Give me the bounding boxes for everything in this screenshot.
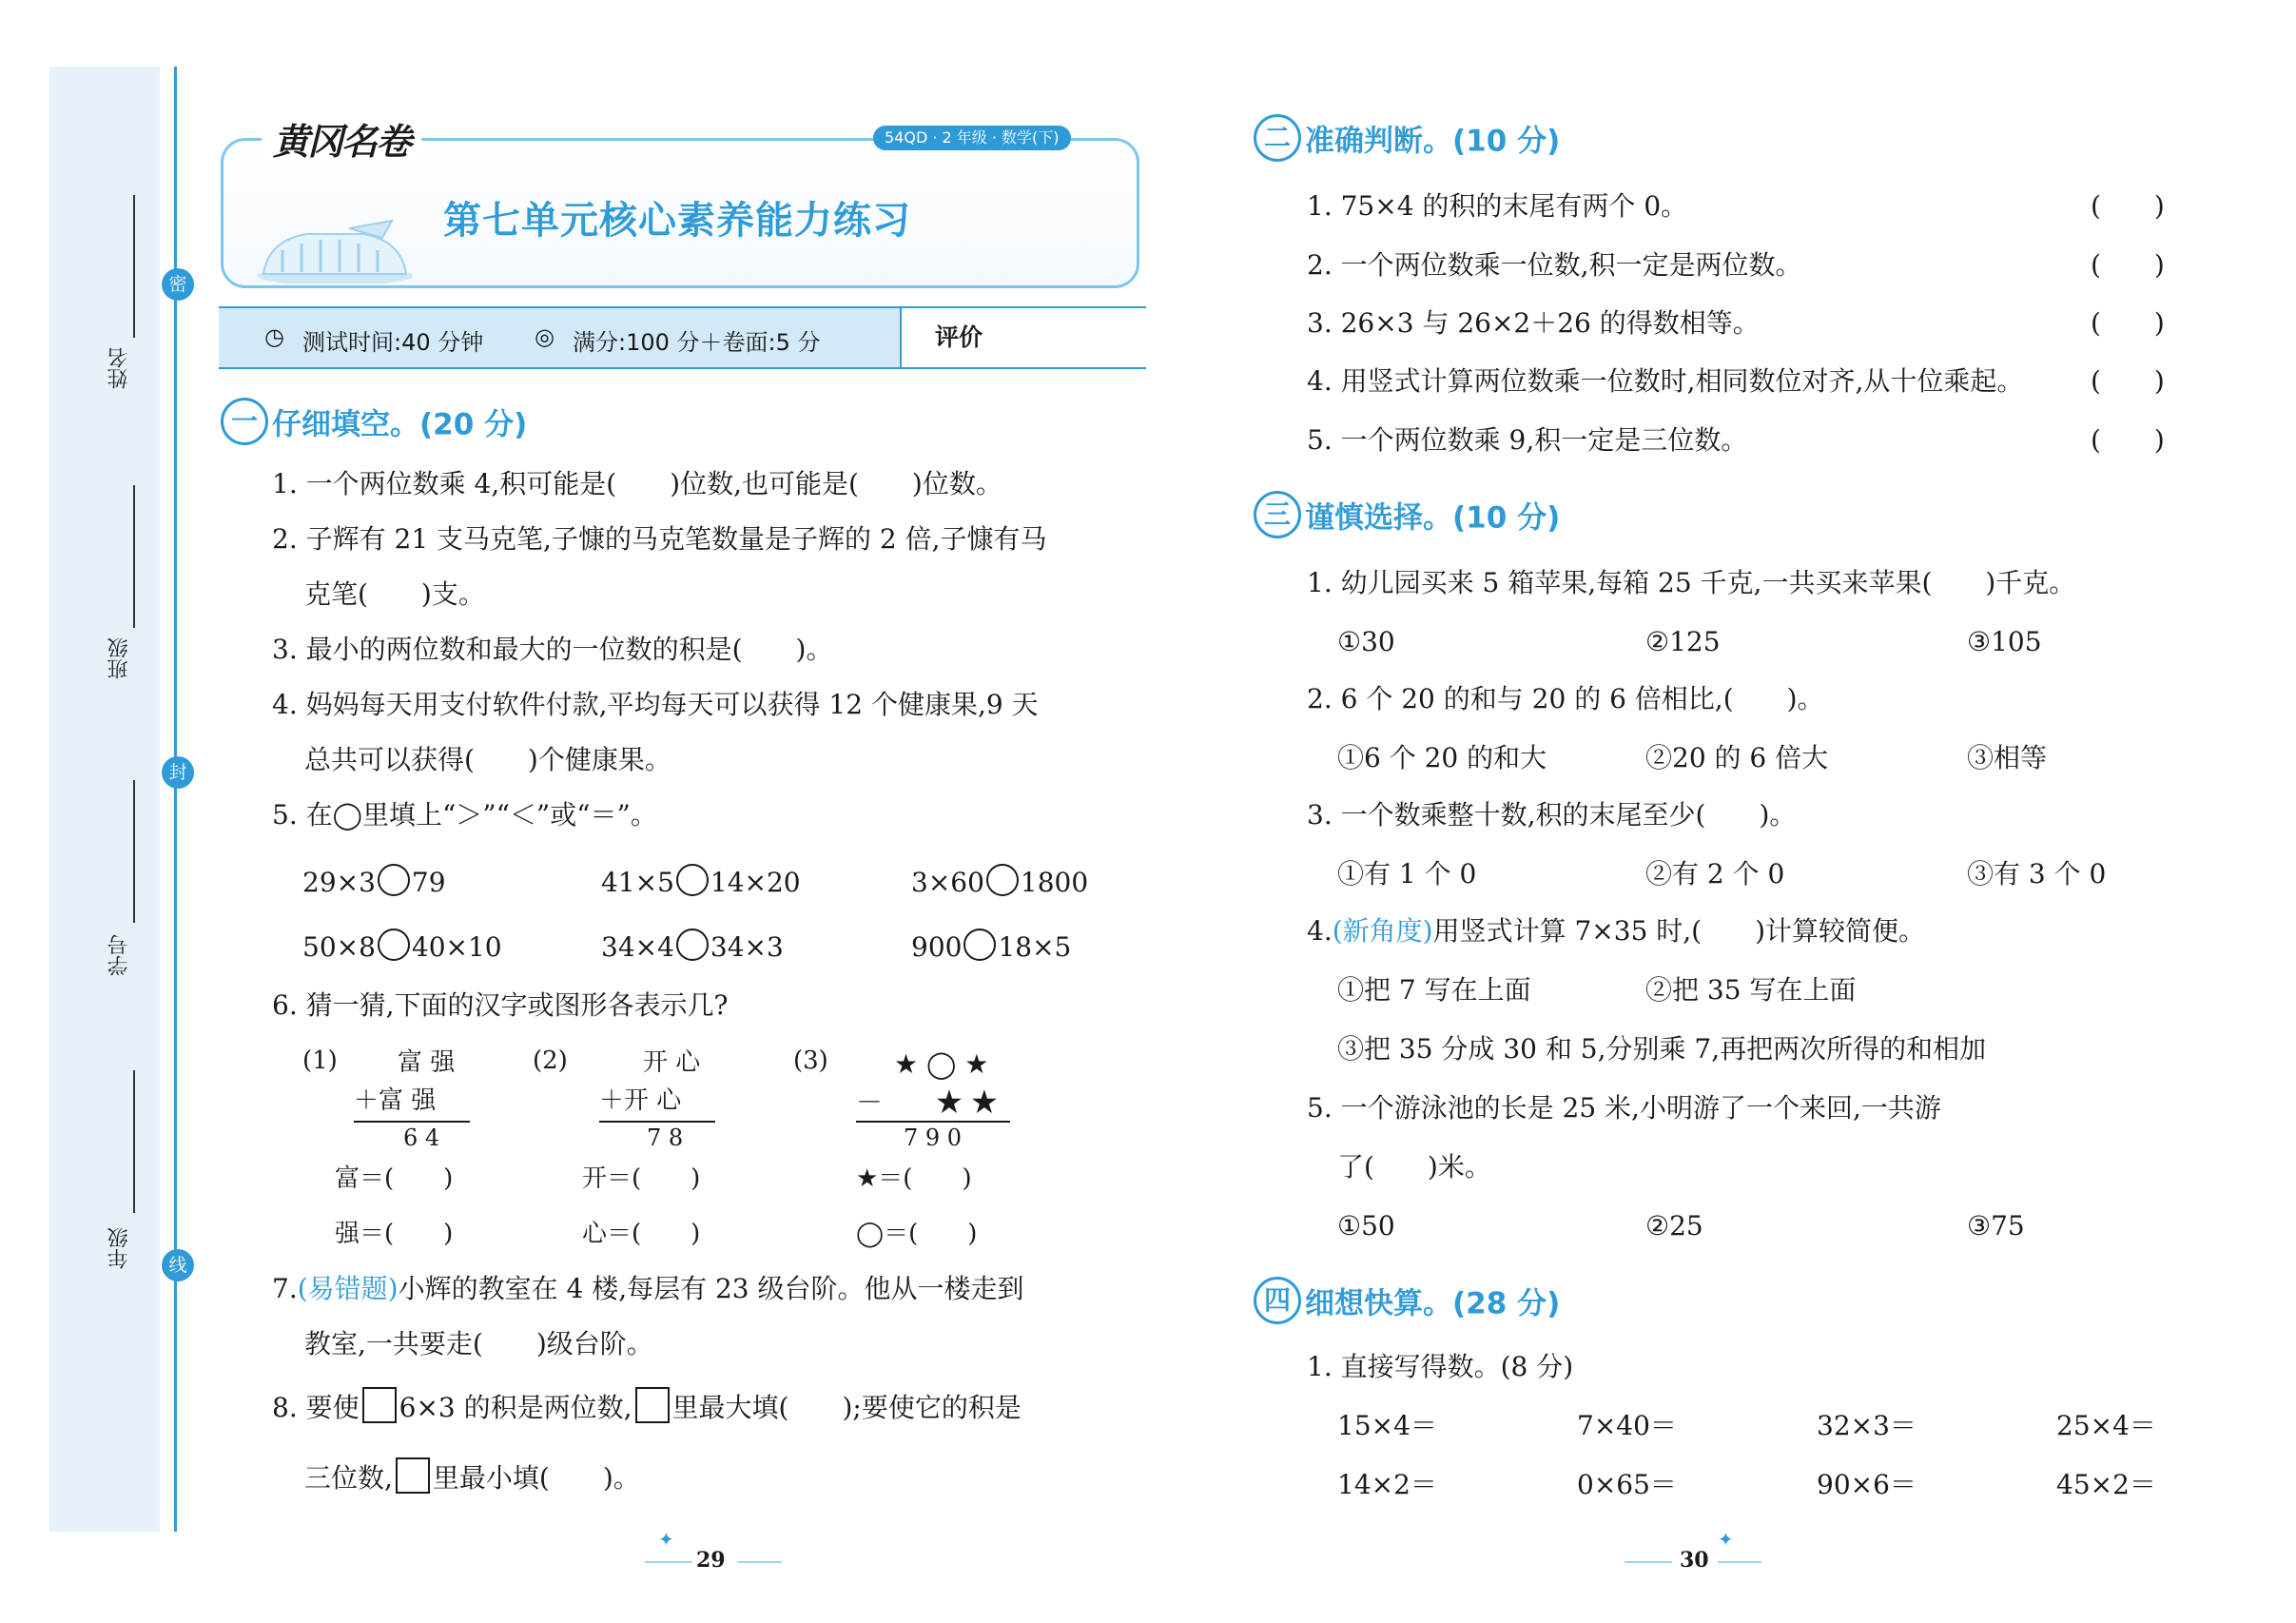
section-4-heading [1254,1277,1560,1324]
puzzle-3-top: ★ ◯ ★ [894,1048,989,1080]
puzzle-1-addend2: ＋富 强 [354,1086,437,1115]
s1-q2-line2: 克笔( )支。 [304,578,485,610]
section-2-number: 二 [1254,114,1301,162]
compare-circle[interactable] [378,929,410,961]
page-rule [1718,1561,1761,1563]
puzzle-3-answer-1[interactable]: ★＝( ) [856,1164,972,1193]
name-label: 姓名 [107,347,131,389]
page-rule [1625,1561,1672,1563]
s1-q6: 6. 猜一猜,下面的汉字或图形各表示几? [272,989,729,1021]
s2-item: 2. 一个两位数乘一位数,积一定是两位数。 [1307,249,1802,281]
calc-item[interactable]: 14×2＝ [1337,1469,1437,1500]
section-1-number: 一 [221,398,268,445]
error-prone-tag: (易错题) [297,1273,399,1304]
s1-q1: 1. 一个两位数乘 4,积可能是( )位数,也可能是( )位数。 [272,468,1002,499]
page-number-right: 30 [1680,1548,1709,1573]
test-time: 测试时间:40 分钟 [302,329,484,356]
compare-item: 29×3 79 [302,864,446,899]
s2-item: 1. 75×4 的积的末尾有两个 0。 [1307,190,1688,222]
judge-blank[interactable]: ( ) [2091,307,2165,339]
calc-item[interactable]: 32×3＝ [1817,1410,1917,1441]
puzzle-3-subtrahend: － ★ ★ [856,1086,998,1118]
info-bar [219,306,1146,369]
brand-logo: 黄冈名卷 [262,112,421,165]
judge-blank[interactable]: ( ) [2091,365,2165,397]
compare-circle[interactable] [676,929,709,961]
s1-q7-line1: 7.(易错题)小辉的教室在 4 楼,每层有 23 级台阶。他从一楼走到 [272,1273,1024,1304]
full-score: 满分:100 分＋卷面:5 分 [573,329,821,356]
section-3-title: 谨慎选择。(10 分) [1305,500,1561,536]
judge-blank[interactable]: ( ) [2091,424,2165,456]
compare-circle[interactable] [378,864,410,896]
section-3-number: 三 [1254,491,1301,538]
puzzle-2-addend2: ＋开 心 [599,1086,682,1115]
option[interactable]: ②把 35 写在上面 [1645,974,1857,1006]
option[interactable]: ②25 [1645,1210,1703,1242]
judge-blank[interactable]: ( ) [2091,190,2165,222]
compare-circle[interactable] [676,864,709,896]
section-3-heading [1254,491,1560,538]
s1-q2-line1: 2. 子辉有 21 支马克笔,子慷的马克笔数量是子辉的 2 倍,子慷有马 [272,523,1047,555]
option[interactable]: ③有 3 个 0 [1967,858,2107,890]
page-rule [738,1561,782,1563]
puzzle-1-answer-1[interactable]: 富＝( ) [335,1164,454,1193]
page-rule [645,1561,692,1563]
s2-item: 3. 26×3 与 26×2＋26 的得数相等。 [1307,307,1760,339]
s4-q1: 1. 直接写得数。(8 分) [1307,1351,1574,1382]
s1-q4-line1: 4. 妈妈每天用支付软件付款,平均每天可以获得 12 个健康果,9 天 [272,689,1039,720]
page-number-left: 29 [696,1548,726,1573]
s3-q2: 2. 6 个 20 的和与 20 的 6 倍相比,( )。 [1307,683,1824,714]
seal-feng: 封 [162,756,194,789]
compare-item: 3×60 1800 [911,864,1088,899]
option[interactable]: ③相等 [1967,742,2048,773]
new-angle-tag: (新角度) [1332,915,1433,947]
check-icon: ◎ [535,323,555,350]
puzzle-1-answer-2[interactable]: 强＝( ) [335,1220,454,1248]
edition-tag: 54QD · 2 年级 · 数学(下) [873,126,1071,150]
s3-q3: 3. 一个数乘整十数,积的末尾至少( )。 [1307,799,1797,831]
compare-item: 34×4 34×3 [601,929,784,964]
calc-item[interactable]: 15×4＝ [1337,1410,1437,1441]
s1-q4-line2: 总共可以获得( )个健康果。 [304,744,671,775]
option[interactable]: ②20 的 6 倍大 [1645,742,1829,773]
puzzle-2-label: (2) [533,1046,568,1075]
class-label: 班级 [107,637,131,679]
compare-item: 41×5 14×20 [601,864,801,899]
s1-q3: 3. 最小的两位数和最大的一位数的积是( )。 [272,634,833,665]
s2-item: 4. 用竖式计算两位数乘一位数时,相同数位对齐,从十位乘起。 [1307,365,2024,397]
compare-item: 900 18×5 [911,929,1071,964]
calc-item[interactable]: 25×4＝ [2056,1410,2156,1441]
digit-box[interactable] [362,1387,397,1423]
number-blank[interactable] [133,780,135,923]
compare-item: 50×8 40×10 [302,929,502,964]
puzzle-1-sum: 6 4 [403,1124,440,1151]
name-blank[interactable] [133,195,135,338]
option[interactable]: ①50 [1337,1210,1395,1242]
calc-item[interactable]: 45×2＝ [2056,1469,2156,1500]
sparkle-icon: ✦ [658,1528,674,1551]
s3-q1: 1. 幼儿园买来 5 箱苹果,每箱 25 千克,一共买来苹果( )千克。 [1307,567,2076,598]
judge-blank[interactable]: ( ) [2091,249,2165,281]
evaluation-label: 评价 [900,308,1018,367]
digit-box[interactable] [396,1457,430,1494]
calc-item[interactable]: 90×6＝ [1817,1469,1917,1500]
section-1-title: 仔细填空。(20 分) [272,407,528,442]
binding-strip [49,67,160,1532]
puzzle-3-answer-2[interactable]: ◯＝( ) [856,1220,978,1248]
puzzle-2-answer-2[interactable]: 心＝( ) [582,1220,701,1248]
s3-q5-line2: 了( )米。 [1337,1151,1491,1183]
puzzle-1-addend1: 富 强 [398,1048,456,1077]
option[interactable]: ①有 1 个 0 [1337,858,1477,890]
page-title: 第七单元核心素养能力练习 [443,199,911,243]
digit-box[interactable] [635,1387,670,1423]
puzzle-3-label: (3) [793,1046,828,1075]
option[interactable]: ①30 [1337,626,1395,657]
s3-q4: 4.(新角度)用竖式计算 7×35 时,( )计算较简便。 [1307,915,1926,947]
s3-q5-line1: 5. 一个游泳池的长是 25 米,小明游了一个来回,一共游 [1307,1092,1941,1124]
calc-item[interactable]: 0×65＝ [1577,1469,1677,1500]
puzzle-2-answer-1[interactable]: 开＝( ) [582,1164,701,1193]
section-1-heading [221,398,527,445]
section-4-number: 四 [1254,1277,1301,1324]
section-4-title: 细想快算。(28 分) [1305,1286,1561,1321]
calc-item[interactable]: 7×40＝ [1577,1410,1677,1441]
grade-blank[interactable] [133,1070,135,1213]
puzzle-2-rule [599,1121,715,1123]
number-label: 学号 [107,934,131,976]
puzzle-2-addend1: 开 心 [643,1048,701,1077]
section-2-title: 准确判断。(10 分) [1305,124,1561,159]
puzzle-2-sum: 7 8 [647,1124,684,1151]
compare-circle[interactable] [963,929,996,961]
puzzle-1-label: (1) [302,1046,338,1075]
puzzle-1-rule [354,1121,470,1123]
compare-circle[interactable] [986,864,1019,896]
option[interactable]: ②125 [1645,626,1721,657]
evaluation-field[interactable] [1016,308,1146,367]
option[interactable]: ③把 35 分成 30 和 5,分别乘 7,再把两次所得的和相加 [1337,1033,1987,1065]
puzzle-3-diff: 7 9 0 [904,1124,963,1151]
option[interactable]: ③75 [1967,1210,2025,1242]
option[interactable]: ①6 个 20 的和大 [1337,742,1547,773]
seal-mi: 密 [162,268,194,301]
clock-icon: ◷ [264,323,284,350]
option[interactable]: ①把 7 写在上面 [1337,974,1531,1006]
s2-item: 5. 一个两位数乘 9,积一定是三位数。 [1307,424,1748,456]
s1-q5: 5. 在◯里填上“＞”“＜”或“＝”。 [272,799,657,831]
grade-label: 年级 [107,1227,131,1269]
seal-xian: 线 [162,1249,194,1281]
s1-q8-line1: 8. 要使 6×3 的积是两位数, 里最大填( );要使它的积是 [272,1387,1022,1424]
puzzle-3-rule [856,1121,1010,1123]
class-blank[interactable] [133,485,135,628]
s1-q7-line2: 教室,一共要走( )级台阶。 [304,1328,653,1359]
s1-q8-line2: 三位数, 里最小填( )。 [304,1457,640,1495]
option[interactable]: ③105 [1967,626,2042,657]
option[interactable]: ②有 2 个 0 [1645,858,1785,890]
sparkle-icon: ✦ [1718,1528,1734,1551]
section-2-heading [1254,114,1560,162]
